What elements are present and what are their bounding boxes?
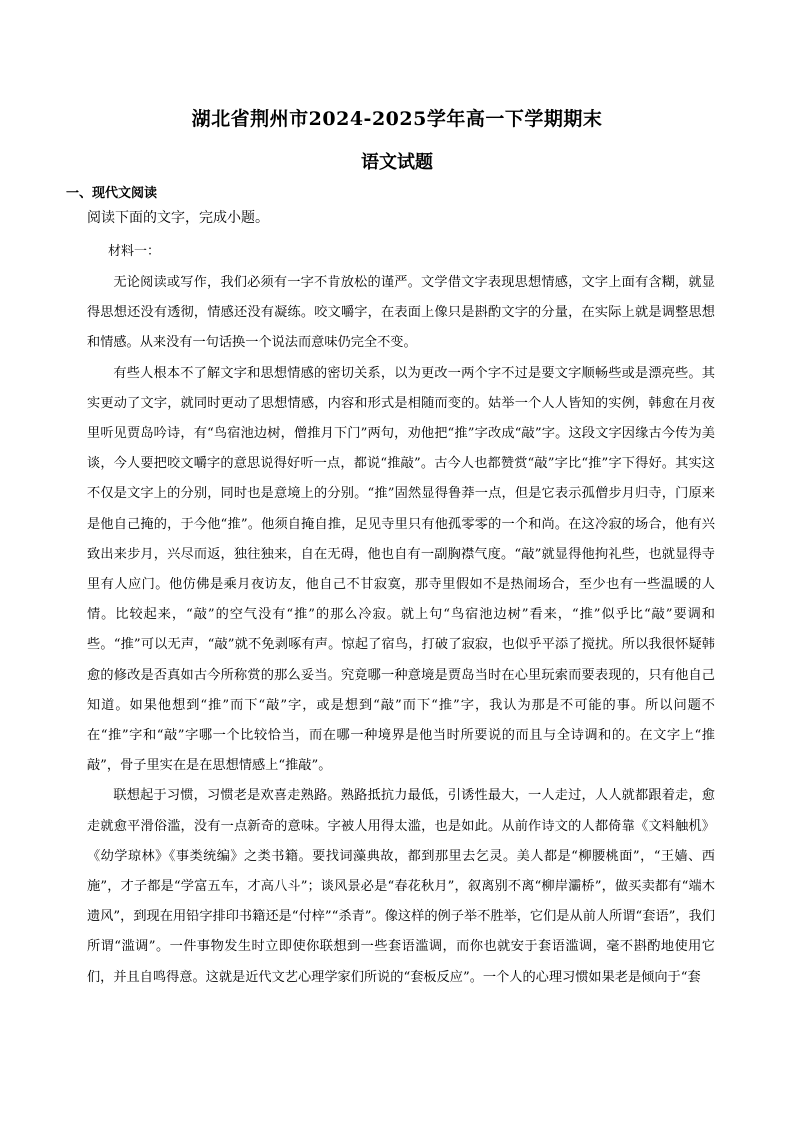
section-heading: 一、现代文阅读 (66, 186, 158, 201)
article-body (87, 268, 715, 993)
reading-instruction: 阅读下面的文字，完成小题。 (87, 210, 269, 226)
paragraph: 无论阅读或写作，我们必须有一字不肯放松的谨严。文学借文字表现思想情感，文字上面有含糊，就显得思想还没有透彻，情感还没有凝练。咬文嚼字，在表面上像只是斟酌文字的分量，在实际上就是调整思想和情感。从来没有一句话换一个说法而意味仍完全不变。 (87, 275, 715, 351)
paragraph: 联想起于习惯，习惯老是欢喜走熟路。熟路抵抗力最低，引诱性最大，一人走过，人人就都跟着走，愈走就愈平滑俗滥，没有一点新奇的意味。字被人用得太滥，也是如此。从前作诗文的人都倚靠《文料触机》《幼学琼林》《事类统编》之类书籍。要找词藻典故，都到那里去乞灵。美人都是“柳腰桃面”，“王嫱、西施”，才子都是“学富五车，才高八斗”；谈风景必是“春花秋月”，叙离别不离“柳岸灞桥”，做买卖都有“端木遗风”，到现在用铅字排印书籍还是“付梓”“杀青”。像这样的例子举不胜举，它们是从前人所谓“套语”，我们所谓“滥调”。一件事物发生时立即使你联想到一些套语滥调，而你也就安于套语滥调，毫不斟酌地使用它们，并且自鸣得意。这就是近代文艺心理学家们所说的“套板反应”。一个人的心理习惯如果老是倾向于“套 (87, 788, 715, 985)
document-subtitle: 语文试题 (361, 152, 433, 173)
paragraph: 有些人根本不了解文字和思想情感的密切关系，以为更改一两个字不过是要文字顺畅些或是漂亮些。其实更动了文字，就同时更动了思想情感，内容和形式是相随而变的。姑举一个人人皆知的实例，韩愈在月夜里听见贾岛吟诗，有“鸟宿池边树，僧推月下门”两句，劝他把“推”字改成“敲”字。这段文字因缘古今传为美谈，今人要把咬文嚼字的意思说得好听一点，都说“推敲”。古今人也都赞赏“敲”字比“推”字下得好。其实这不仅是文字上的分别，同时也是意境上的分别。“推”固然显得鲁莽一点，但是它表示孤僧步月归寺，门原来是他自己掩的，于今他“推”。他须自掩自推，足见寺里只有他孤零零的一个和尚。在这冷寂的场合，他有兴致出来步月，兴尽而返，独往独来，自在无碍，他也自有一副胸襟气度。“敲”就显得他拘礼些，也就显得寺里有人应门。他仿佛是乘月夜访友，他自己不甘寂寞，那寺里假如不是热闹场合，至少也有一些温暖的人情。比较起来，“敲”的空气没有“推”的那么冷寂。就上句“鸟宿池边树”看来，“推”似乎比“敲”要调和些。“推”可以无声，“敲”就不免剥啄有声。惊起了宿鸟，打破了寂寂，也似乎平添了搅扰。所以我很怀疑韩愈的修改是否真如古今所称赏的那么妥当。究竟哪一种意境是贾岛当时在心里玩索而要表现的，只有他自己知道。如果他想到“推”而下“敲”字，或是想到“敲”而下“推”字，我认为那是不可能的事。所以问题不在“推”字和“敲”字哪一个比较恰当，而在哪一种境界是他当时所要说的而且与全诗调和的。在文字上“推敲”，骨子里实在是在思想情感上“推敲”。 (87, 365, 715, 774)
document-title: 湖北省荆州市2024-2025学年高一下学期期末 (191, 108, 603, 130)
material-label: 材料一： (108, 244, 161, 259)
